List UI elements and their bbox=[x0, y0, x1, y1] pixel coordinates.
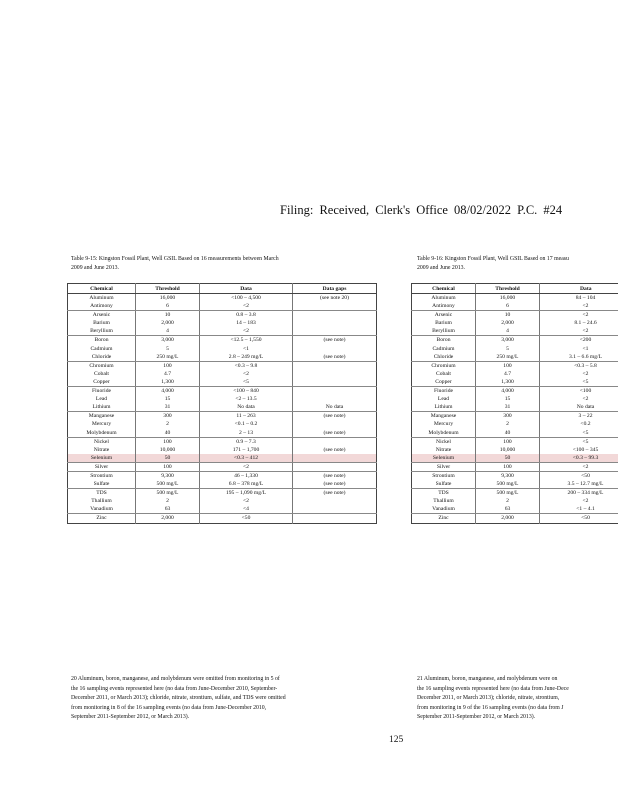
cell-data: 11 – 263 bbox=[200, 412, 293, 421]
cell-chemical: Nitrate bbox=[412, 446, 476, 454]
table-row bbox=[412, 420, 618, 428]
table-row bbox=[412, 361, 618, 370]
cell-chemical: Cobalt bbox=[412, 370, 476, 378]
cell-chemical: Arsenic bbox=[68, 311, 136, 320]
cell-threshold: 6 bbox=[136, 302, 200, 311]
cell-data-gaps: (see note) bbox=[323, 472, 346, 479]
cell-data: No data bbox=[200, 403, 293, 412]
cell-chemical: Selenium bbox=[68, 454, 136, 463]
cell-data: <12.5 – 1,550 bbox=[200, 336, 293, 345]
cell-data: 6.8 – 378 mg/L bbox=[200, 480, 293, 489]
cell-threshold: 2,000 bbox=[136, 319, 200, 327]
table-header-row bbox=[68, 284, 377, 294]
cell-data: 195 – 1,090 mg/L bbox=[200, 489, 293, 498]
cell-threshold: 1,300 bbox=[136, 378, 200, 387]
footnote-line: 20 Aluminum, boron, manganese, and molybdenum were omitted from monitoring in 5 of bbox=[71, 676, 280, 682]
cell-data-gaps bbox=[293, 370, 377, 378]
cell-threshold: 31 bbox=[476, 403, 540, 412]
cell-data-gaps: No data bbox=[293, 403, 377, 412]
cell-data: 3.1 – 6.6 mg/L bbox=[540, 353, 618, 362]
cell-threshold: 100 bbox=[136, 361, 200, 370]
table-row bbox=[412, 302, 618, 311]
cell-threshold: 2 bbox=[476, 420, 540, 428]
cell-threshold: 2 bbox=[476, 497, 540, 505]
header-data: Data bbox=[540, 284, 618, 294]
cell-data-gaps bbox=[293, 395, 377, 403]
table-row bbox=[68, 446, 377, 454]
table-row bbox=[412, 480, 618, 489]
cell-data: <1 bbox=[200, 345, 293, 353]
footnote-line: 21 Aluminum, boron, manganese, and molybdenum were on bbox=[417, 676, 558, 682]
cell-data-gaps bbox=[293, 327, 377, 336]
cell-data: <2 bbox=[200, 497, 293, 505]
cell-chemical: Aluminum bbox=[68, 294, 136, 303]
table-row bbox=[68, 454, 377, 463]
cell-chemical: TDS bbox=[68, 489, 136, 498]
cell-threshold: 500 mg/L bbox=[136, 480, 200, 489]
table-row bbox=[68, 311, 377, 320]
cell-data-gaps bbox=[293, 319, 377, 327]
cell-data-gaps bbox=[293, 514, 377, 523]
header-threshold: Threshold bbox=[476, 284, 540, 294]
cell-chemical: Boron bbox=[68, 336, 136, 345]
cell-threshold: 100 bbox=[476, 437, 540, 446]
header-chemical: Chemical bbox=[412, 284, 476, 294]
cell-threshold: 1,300 bbox=[476, 378, 540, 387]
cell-chemical: Vanadium bbox=[68, 505, 136, 514]
cell-data: <2 bbox=[540, 370, 618, 378]
cell-threshold: 10,000 bbox=[476, 446, 540, 454]
cell-data: <2 bbox=[540, 462, 618, 471]
cell-threshold: 15 bbox=[476, 395, 540, 403]
cell-data: 171 – 1,700 bbox=[200, 446, 293, 454]
cell-threshold: 500 mg/L bbox=[136, 489, 200, 498]
cell-chemical: Nitrate bbox=[68, 446, 136, 454]
header-data-gaps: Data gaps bbox=[293, 284, 377, 294]
cell-chemical: Nickel bbox=[68, 437, 136, 446]
cell-data: 200 – 334 mg/L bbox=[540, 489, 618, 498]
cell-data-gaps bbox=[293, 302, 377, 311]
cell-data: 3.5 – 12.7 mg/L bbox=[540, 480, 618, 489]
cell-threshold: 4,000 bbox=[136, 387, 200, 396]
cell-data: 14 – 183 bbox=[200, 319, 293, 327]
cell-chemical: Cadmium bbox=[412, 345, 476, 353]
table-row bbox=[412, 446, 618, 454]
cell-threshold: 100 bbox=[476, 361, 540, 370]
cell-data: <0.3 – 412 bbox=[200, 454, 293, 463]
table-row bbox=[412, 353, 618, 362]
cell-threshold: 50 bbox=[476, 454, 540, 463]
cell-chemical: TDS bbox=[412, 489, 476, 498]
cell-data: <1 bbox=[540, 345, 618, 353]
cell-data: <2 – 13.5 bbox=[200, 395, 293, 403]
cell-chemical: Chloride bbox=[68, 353, 136, 362]
cell-data-gaps bbox=[293, 420, 377, 428]
cell-data: <2 bbox=[200, 302, 293, 311]
table-row bbox=[412, 471, 618, 480]
cell-chemical: Cobalt bbox=[68, 370, 136, 378]
table-row bbox=[412, 345, 618, 353]
cell-data-gaps bbox=[293, 311, 377, 320]
cell-chemical: Lithium bbox=[412, 403, 476, 412]
cell-threshold: 10 bbox=[476, 311, 540, 320]
cell-data-gaps: (see note) bbox=[293, 429, 377, 438]
header-data: Data bbox=[200, 284, 293, 294]
table-row bbox=[68, 327, 377, 336]
cell-data: <50 bbox=[540, 514, 618, 523]
cell-data: 0.9 – 7.3 bbox=[200, 437, 293, 446]
cell-data: 84 – 104 bbox=[540, 294, 618, 303]
table-row bbox=[412, 311, 618, 320]
table-row bbox=[68, 514, 377, 523]
cell-data: <200 bbox=[540, 336, 618, 345]
cell-chemical: Beryllium bbox=[68, 327, 136, 336]
caption-line: 2009 and June 2013. bbox=[417, 264, 465, 271]
cell-chemical: Barium bbox=[412, 319, 476, 327]
table-row bbox=[68, 336, 377, 345]
cell-chemical: Thallium bbox=[412, 497, 476, 505]
table-row bbox=[68, 471, 377, 480]
table-row bbox=[68, 437, 377, 446]
cell-data: 2 – 13 bbox=[200, 429, 293, 438]
table-row bbox=[68, 420, 377, 428]
table-row bbox=[68, 378, 377, 387]
cell-chemical: Nickel bbox=[412, 437, 476, 446]
table-row bbox=[68, 505, 377, 514]
cell-data: <5 bbox=[540, 437, 618, 446]
cell-threshold: 10,000 bbox=[136, 446, 200, 454]
cell-data: <2 bbox=[540, 311, 618, 320]
table-row bbox=[412, 378, 618, 387]
table-caption-right bbox=[417, 255, 618, 272]
cell-threshold: 4,000 bbox=[476, 387, 540, 396]
cell-threshold: 300 bbox=[136, 412, 200, 421]
cell-threshold: 63 bbox=[136, 505, 200, 514]
cell-data: <100 bbox=[540, 387, 618, 396]
cell-chemical: Copper bbox=[412, 378, 476, 387]
footnote-right bbox=[417, 675, 618, 723]
cell-data-gaps: (see note) bbox=[323, 446, 346, 453]
caption-line: Table 9-15: Kingston Fossil Plant, Well GSIL Based on 16 measurements between March bbox=[71, 256, 279, 262]
cell-threshold: 100 bbox=[136, 437, 200, 446]
table-row bbox=[412, 497, 618, 505]
cell-threshold: 3,000 bbox=[476, 336, 540, 345]
table-row bbox=[412, 454, 618, 463]
cell-data: <0.1 – 0.2 bbox=[200, 420, 293, 428]
table-row bbox=[68, 403, 377, 412]
footnote-left bbox=[71, 675, 371, 723]
cell-chemical: Zinc bbox=[412, 514, 476, 523]
footnote-line: from monitoring in 9 of the 16 sampling events (no data from J bbox=[417, 704, 564, 711]
table-row bbox=[412, 412, 618, 421]
cell-data: <100 – 345 bbox=[540, 446, 618, 454]
table-row bbox=[412, 294, 618, 303]
table-row bbox=[412, 505, 618, 514]
cell-chemical: Arsenic bbox=[412, 311, 476, 320]
data-table-right bbox=[411, 283, 618, 524]
table-row bbox=[68, 370, 377, 378]
cell-data: 46 – 1,330 bbox=[200, 471, 293, 480]
cell-threshold: 40 bbox=[136, 429, 200, 438]
cell-data: <5 bbox=[200, 378, 293, 387]
cell-chemical: Mercury bbox=[68, 420, 136, 428]
cell-data-gaps: (see note) bbox=[293, 480, 377, 489]
cell-data: 8.1 – 24.6 bbox=[540, 319, 618, 327]
cell-chemical: Antimony bbox=[412, 302, 476, 311]
cell-chemical: Chloride bbox=[412, 353, 476, 362]
cell-threshold: 16,000 bbox=[476, 294, 540, 303]
footnote-line: September 2011-September 2012, or March 2013). bbox=[71, 714, 190, 720]
cell-chemical: Thallium bbox=[68, 497, 136, 505]
table-row bbox=[412, 489, 618, 498]
cell-threshold: 2 bbox=[136, 497, 200, 505]
filing-header: Filing: Received, Clerk's Office 08/02/2022 P.C. #24 bbox=[280, 203, 563, 217]
cell-chemical: Fluoride bbox=[68, 387, 136, 396]
table-body-left bbox=[68, 294, 377, 524]
cell-chemical: Vanadium bbox=[412, 505, 476, 514]
cell-chemical: Antimony bbox=[68, 302, 136, 311]
cell-threshold: 500 mg/L bbox=[476, 480, 540, 489]
cell-threshold: 2 bbox=[136, 420, 200, 428]
cell-chemical: Strontium bbox=[412, 471, 476, 480]
table-row bbox=[412, 319, 618, 327]
table-row bbox=[412, 462, 618, 471]
cell-threshold: 4.7 bbox=[136, 370, 200, 378]
cell-chemical: Boron bbox=[412, 336, 476, 345]
cell-threshold: 5 bbox=[136, 345, 200, 353]
cell-data: <100 – 4,500 bbox=[200, 294, 293, 303]
cell-chemical: Barium bbox=[68, 319, 136, 327]
table-row bbox=[412, 429, 618, 438]
cell-threshold: 40 bbox=[476, 429, 540, 438]
table-row bbox=[68, 302, 377, 311]
cell-threshold: 250 mg/L bbox=[136, 353, 200, 362]
cell-data: <5 bbox=[540, 378, 618, 387]
header-chemical: Chemical bbox=[68, 284, 136, 294]
cell-data-gaps: (see note) bbox=[323, 337, 346, 344]
table-row bbox=[412, 437, 618, 446]
cell-data: <5 bbox=[540, 429, 618, 438]
cell-chemical: Zinc bbox=[68, 514, 136, 523]
cell-data-gaps bbox=[293, 454, 377, 463]
cell-data: <0.3 – 9.8 bbox=[200, 361, 293, 370]
cell-threshold: 2,000 bbox=[476, 514, 540, 523]
cell-chemical: Molybdenum bbox=[68, 429, 136, 438]
caption-line: Table 9-16: Kingston Fossil Plant, Well GSIL Based on 17 measu bbox=[417, 256, 569, 262]
table-body-right bbox=[412, 294, 618, 524]
cell-data: No data bbox=[540, 403, 618, 412]
cell-data-gaps bbox=[293, 387, 377, 396]
table-row bbox=[68, 387, 377, 396]
cell-chemical: Chromium bbox=[68, 361, 136, 370]
header-threshold: Threshold bbox=[136, 284, 200, 294]
cell-data: <2 bbox=[540, 327, 618, 336]
cell-data-gaps bbox=[293, 361, 377, 370]
table-row bbox=[68, 361, 377, 370]
footnote-line: the 16 sampling events represented here (no data from June-Dece bbox=[417, 685, 569, 692]
cell-threshold: 300 bbox=[476, 412, 540, 421]
cell-data: <100 – 840 bbox=[200, 387, 293, 396]
cell-threshold: 500 mg/L bbox=[476, 489, 540, 498]
table-row bbox=[412, 387, 618, 396]
table-row bbox=[68, 489, 377, 498]
cell-data: <0.2 bbox=[540, 420, 618, 428]
cell-threshold: 100 bbox=[136, 462, 200, 471]
cell-chemical: Silver bbox=[68, 462, 136, 471]
cell-data: <0.3 – 99.3 bbox=[540, 454, 618, 463]
page-number: 125 bbox=[389, 735, 404, 745]
cell-chemical: Copper bbox=[68, 378, 136, 387]
cell-chemical: Fluoride bbox=[412, 387, 476, 396]
cell-threshold: 4 bbox=[476, 327, 540, 336]
cell-threshold: 16,000 bbox=[136, 294, 200, 303]
cell-chemical: Manganese bbox=[412, 412, 476, 421]
cell-chemical: Sulfate bbox=[412, 480, 476, 489]
table-header-row bbox=[412, 284, 618, 294]
cell-threshold: 9,300 bbox=[136, 471, 200, 480]
cell-threshold: 2,000 bbox=[136, 514, 200, 523]
cell-chemical: Sulfate bbox=[68, 480, 136, 489]
table-row bbox=[412, 327, 618, 336]
cell-threshold: 2,000 bbox=[476, 319, 540, 327]
cell-threshold: 250 mg/L bbox=[476, 353, 540, 362]
cell-data: <2 bbox=[540, 497, 618, 505]
table-row bbox=[68, 462, 377, 471]
cell-chemical: Lead bbox=[412, 395, 476, 403]
cell-threshold: 5 bbox=[476, 345, 540, 353]
cell-data-gaps bbox=[293, 505, 377, 514]
table-row bbox=[412, 336, 618, 345]
cell-data: <2 bbox=[200, 370, 293, 378]
cell-threshold: 4 bbox=[136, 327, 200, 336]
cell-chemical: Lithium bbox=[68, 403, 136, 412]
cell-threshold: 15 bbox=[136, 395, 200, 403]
table-caption-left bbox=[71, 255, 371, 272]
cell-data: 0.8 – 3.8 bbox=[200, 311, 293, 320]
cell-data: <2 bbox=[200, 327, 293, 336]
data-table-left bbox=[67, 283, 377, 524]
footnote-line: December 2011, or March 2013); chloride, nitrate, strontium, bbox=[417, 695, 560, 701]
cell-data-gaps: (see note) bbox=[293, 353, 377, 362]
caption-line: 2009 and June 2013. bbox=[71, 264, 119, 271]
table-row bbox=[68, 497, 377, 505]
cell-chemical: Strontium bbox=[68, 471, 136, 480]
table-row bbox=[412, 370, 618, 378]
cell-chemical: Cadmium bbox=[68, 345, 136, 353]
table-row bbox=[68, 480, 377, 489]
cell-threshold: 10 bbox=[136, 311, 200, 320]
table-row bbox=[412, 395, 618, 403]
cell-data-gaps bbox=[293, 437, 377, 446]
cell-chemical: Manganese bbox=[68, 412, 136, 421]
cell-data: <1 – 4.1 bbox=[540, 505, 618, 514]
cell-chemical: Selenium bbox=[412, 454, 476, 463]
footnote-line: September 2011-September 2012, or March 2013). bbox=[417, 714, 536, 720]
cell-threshold: 3,000 bbox=[136, 336, 200, 345]
table-row bbox=[68, 395, 377, 403]
cell-data-gaps: (see note) bbox=[323, 490, 346, 497]
cell-data-gaps bbox=[293, 345, 377, 353]
cell-threshold: 63 bbox=[476, 505, 540, 514]
table-row bbox=[68, 345, 377, 353]
cell-chemical: Chromium bbox=[412, 361, 476, 370]
cell-data-gaps: (see note) bbox=[323, 413, 346, 420]
cell-data: 3 – 22 bbox=[540, 412, 618, 421]
table-row bbox=[412, 403, 618, 412]
cell-data: 2.8 – 249 mg/L bbox=[200, 353, 293, 362]
cell-threshold: 31 bbox=[136, 403, 200, 412]
cell-threshold: 6 bbox=[476, 302, 540, 311]
cell-chemical: Mercury bbox=[412, 420, 476, 428]
cell-threshold: 50 bbox=[136, 454, 200, 463]
cell-data-gaps bbox=[293, 378, 377, 387]
cell-data: <50 bbox=[200, 514, 293, 523]
cell-threshold: 100 bbox=[476, 462, 540, 471]
table-row bbox=[68, 294, 377, 303]
cell-data: <2 bbox=[540, 395, 618, 403]
cell-data: <2 bbox=[200, 462, 293, 471]
cell-data: <4 bbox=[200, 505, 293, 514]
cell-data: <50 bbox=[540, 471, 618, 480]
table-row bbox=[68, 319, 377, 327]
cell-data: <0.3 – 5.8 bbox=[540, 361, 618, 370]
cell-chemical: Molybdenum bbox=[412, 429, 476, 438]
cell-chemical: Beryllium bbox=[412, 327, 476, 336]
cell-threshold: 4.7 bbox=[476, 370, 540, 378]
footnote-line: the 16 sampling events represented here (no data from June-December 2010, September- bbox=[71, 685, 278, 692]
cell-chemical: Silver bbox=[412, 462, 476, 471]
cell-chemical: Aluminum bbox=[412, 294, 476, 303]
cell-chemical: Lead bbox=[68, 395, 136, 403]
cell-data-gaps bbox=[293, 497, 377, 505]
table-row bbox=[68, 353, 377, 362]
table-row bbox=[68, 412, 377, 421]
table-row bbox=[412, 514, 618, 523]
footnote-line: December 2011, or March 2013); chloride, nitrate, strontium, sulfate, and TDS were omitted bbox=[71, 695, 286, 701]
footnote-line: from monitoring in 8 of the 16 sampling events (no data from June-December 2010, bbox=[71, 704, 267, 711]
table-row bbox=[68, 429, 377, 438]
cell-threshold: 9,300 bbox=[476, 471, 540, 480]
cell-data-gaps bbox=[293, 462, 377, 471]
cell-data: <2 bbox=[540, 302, 618, 311]
cell-data-gaps: (see note 20) bbox=[320, 295, 349, 301]
